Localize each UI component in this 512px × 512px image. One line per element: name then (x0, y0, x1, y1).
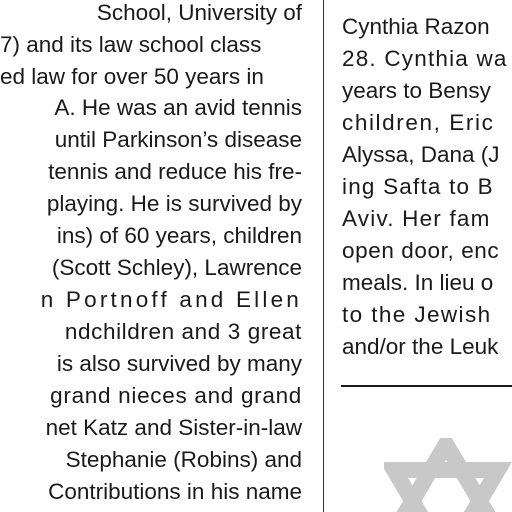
right-text-line: 28. Cynthia wa (342, 46, 508, 71)
left-text-line: School, University of (96, 0, 302, 25)
left-text-line: A. He was an avid tennis (54, 95, 302, 120)
left-text-line: n Portnoff and Ellen (40, 287, 302, 312)
left-text-line: net Katz and Sister-in-law (45, 415, 302, 440)
left-text-line: (Scott Schley), Lawrence (51, 255, 302, 280)
right-text-line: and/or the Leuk (342, 334, 499, 359)
left-text-line: is also survived by many (56, 351, 302, 376)
right-text-line: Cynthia Razon (342, 14, 490, 39)
right-text-line: years to Bensy (342, 78, 491, 103)
left-text-line: ndchildren and 3 great (64, 319, 302, 344)
section-rule (341, 385, 512, 387)
left-text-line: until Parkinson’s disease (54, 127, 302, 152)
right-text-line: meals. In lieu o (342, 270, 494, 295)
right-text-line: children, Eric (342, 110, 495, 135)
column-divider (323, 0, 324, 512)
left-text-line: tennis and reduce his fre- (48, 159, 302, 184)
left-text-line: Stephanie (Robins) and (65, 447, 302, 472)
left-text-line: 7) and its law school class (0, 32, 262, 57)
star-triangle-down (394, 470, 498, 512)
left-text-line: ed law for over 50 years in (0, 64, 264, 89)
left-text-line: grand nieces and grand (50, 383, 302, 408)
left-text-line: ins) of 60 years, children (56, 223, 302, 248)
left-text-line: playing. He is survived by (46, 191, 302, 216)
right-obituary-column (341, 0, 512, 512)
star-of-david-icon (384, 438, 512, 512)
right-text-line: Alyssa, Dana (J (342, 142, 500, 167)
right-text-line: to the Jewish (342, 302, 492, 327)
right-text-line: Aviv. Her fam (342, 206, 491, 231)
left-text-line: Contributions in his name (48, 479, 302, 504)
right-text-line: open door, enc (342, 238, 500, 263)
right-text-line: ing Safta to B (342, 174, 494, 199)
